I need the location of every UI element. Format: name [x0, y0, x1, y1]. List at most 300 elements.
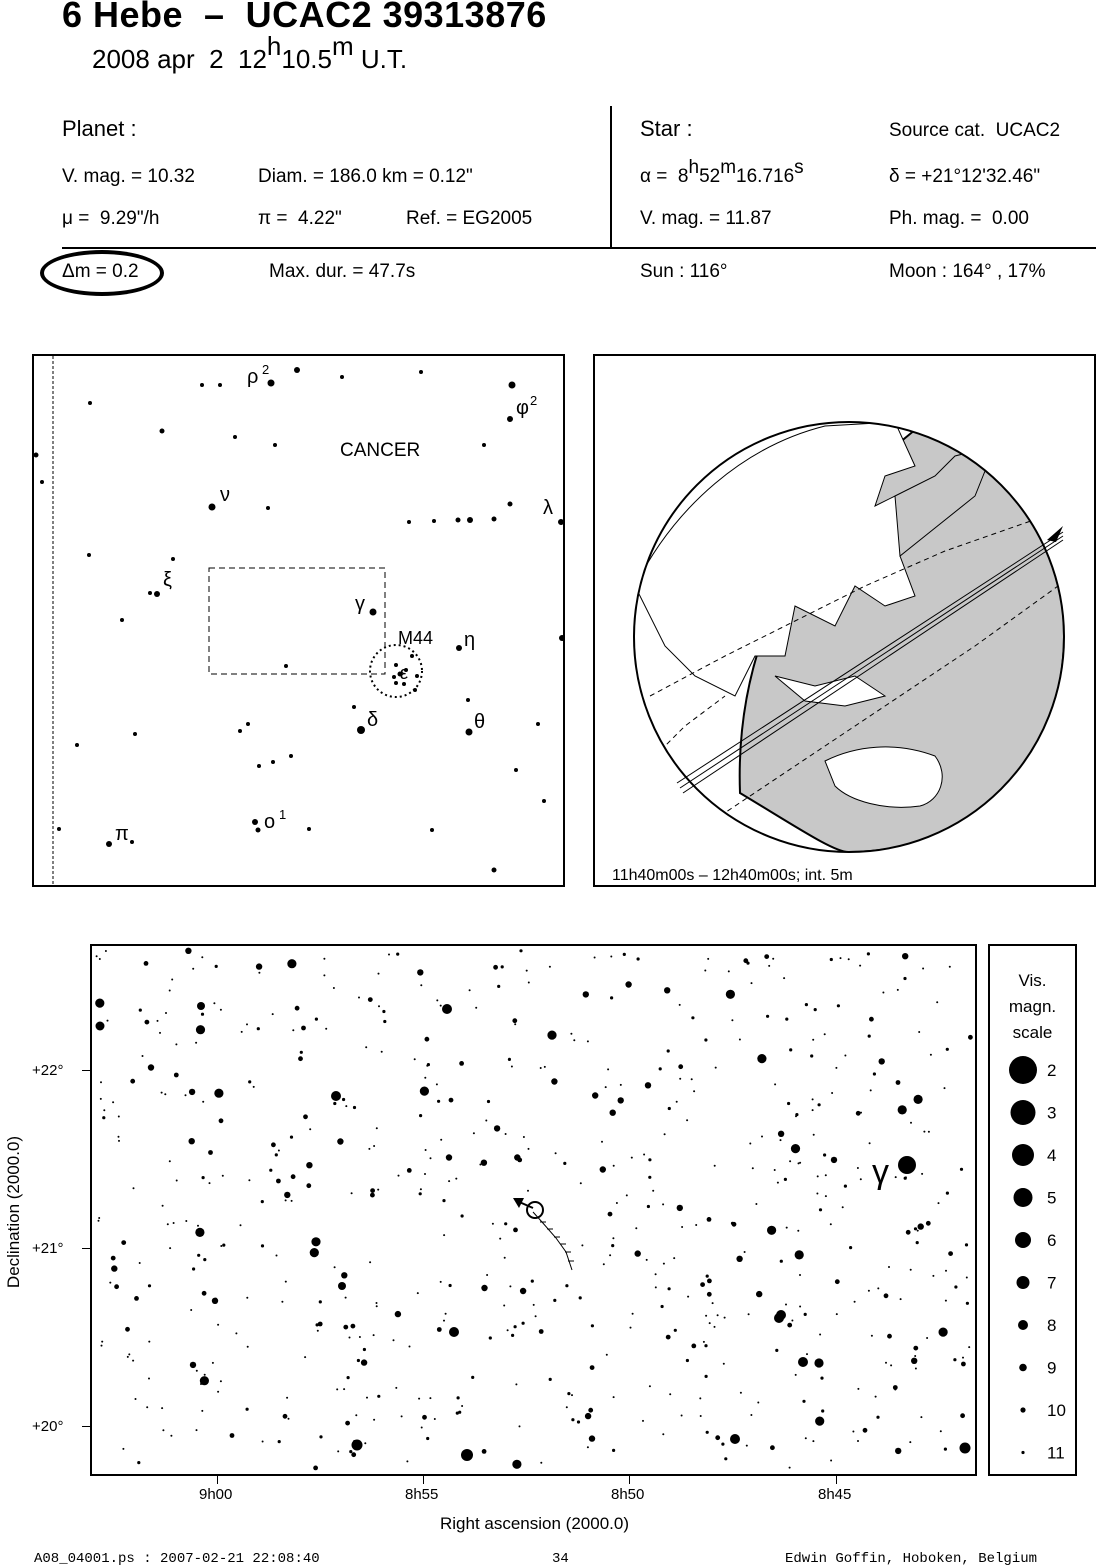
detail-star	[712, 1302, 714, 1304]
detail-star	[98, 1220, 100, 1222]
detail-star	[122, 1448, 124, 1450]
star-ra: α = 8$^h$52$^m$16.716$^s$	[640, 157, 804, 187]
detail-star	[648, 1158, 651, 1161]
detail-star	[370, 1188, 375, 1193]
detail-star	[764, 954, 769, 959]
detail-star	[409, 1346, 411, 1348]
detail-star	[114, 1284, 119, 1289]
detail-bright-star	[96, 1022, 105, 1031]
detail-star	[253, 1086, 255, 1088]
detail-star	[436, 1083, 438, 1085]
detail-star	[932, 1275, 934, 1277]
legend-symbols	[990, 946, 1075, 1474]
detail-star	[819, 1208, 822, 1211]
detail-star	[192, 968, 194, 970]
detail-star	[373, 1145, 375, 1147]
finder-star	[357, 726, 365, 734]
finder-star	[507, 416, 513, 422]
finder-star	[246, 722, 250, 726]
detail-star	[171, 979, 173, 981]
detail-star	[835, 1279, 840, 1284]
detail-star	[217, 1391, 219, 1393]
detail-star	[723, 1363, 725, 1365]
detail-star	[823, 1153, 826, 1156]
finder-stars	[34, 367, 563, 873]
detail-star	[499, 1238, 501, 1240]
detail-star	[174, 1073, 179, 1078]
detail-star	[707, 1217, 712, 1222]
star-label-eta: η	[464, 629, 476, 651]
planet-heading: Planet :	[62, 116, 137, 141]
detail-star	[894, 1389, 896, 1391]
finder-star	[352, 705, 356, 709]
detail-star	[920, 1416, 922, 1418]
detail-star	[966, 1302, 969, 1305]
finder-star	[154, 591, 160, 597]
detail-star	[704, 1344, 707, 1347]
detail-star	[366, 1397, 368, 1399]
detail-star	[565, 1284, 568, 1287]
finder-star	[559, 635, 563, 641]
detail-star	[799, 1274, 801, 1276]
finder-star	[34, 453, 39, 458]
detail-star	[101, 1345, 103, 1347]
detail-star	[475, 1007, 477, 1009]
detail-star	[588, 1408, 593, 1413]
detail-star	[159, 1032, 161, 1034]
finder-star	[75, 743, 79, 747]
y-tick-mark-22	[82, 1070, 90, 1071]
finder-star	[558, 519, 563, 525]
detail-star	[347, 1376, 350, 1379]
finder-star	[160, 429, 165, 434]
x-axis-label: Right ascension (2000.0)	[439, 1514, 629, 1533]
detail-star	[802, 1400, 805, 1403]
detail-star	[175, 1043, 177, 1045]
detail-star	[118, 1116, 120, 1118]
detail-star	[222, 1175, 224, 1177]
detail-star	[646, 1259, 648, 1261]
detail-star	[406, 1460, 408, 1462]
detail-star	[517, 1463, 519, 1465]
detail-star	[345, 1421, 350, 1426]
detail-star	[686, 1119, 688, 1121]
detail-star	[103, 1109, 105, 1111]
detail-star	[945, 1270, 947, 1272]
legend-title-line-3: scale	[1012, 1023, 1053, 1042]
detail-bright-star	[960, 1443, 971, 1454]
detail-star	[676, 1101, 678, 1103]
detail-star	[185, 948, 191, 954]
detail-star	[189, 1138, 195, 1144]
detail-star	[220, 1009, 222, 1011]
detail-star	[814, 1358, 823, 1367]
asteroid-track	[533, 1212, 572, 1270]
detail-star	[515, 1383, 517, 1385]
y-axis-label: Declination (2000.0)	[4, 1135, 23, 1289]
detail-star	[310, 1248, 319, 1257]
detail-star	[869, 1142, 871, 1144]
detail-star	[859, 965, 861, 967]
legend-dot-mag-9	[1019, 1364, 1027, 1372]
detail-star	[913, 1346, 918, 1351]
detail-star	[669, 1393, 671, 1395]
detail-star	[440, 1139, 442, 1141]
detail-star	[944, 1448, 947, 1451]
finder-star	[508, 502, 513, 507]
detail-star	[355, 1414, 357, 1416]
planet-parallax: π = 4.22"	[258, 208, 342, 229]
detail-star	[443, 1320, 445, 1322]
detail-star	[778, 1131, 784, 1137]
detail-star	[724, 1317, 726, 1319]
detail-star	[844, 1055, 846, 1057]
detail-star	[148, 1284, 151, 1287]
detail-star	[825, 1174, 827, 1176]
detail-star	[573, 1039, 575, 1041]
globe-panel	[593, 354, 1096, 887]
detail-bright-star	[331, 1091, 341, 1101]
detail-star	[726, 990, 735, 999]
detail-star	[857, 1388, 859, 1390]
detail-star	[139, 1262, 141, 1264]
detail-star	[715, 1067, 717, 1069]
detail-star	[145, 1020, 150, 1025]
detail-star	[566, 1406, 568, 1408]
detail-star	[197, 1225, 199, 1227]
detail-star	[118, 1136, 120, 1138]
detail-star	[592, 1092, 598, 1098]
detail-star	[512, 1460, 521, 1469]
detail-star	[965, 1243, 968, 1246]
detail-star	[434, 1418, 436, 1420]
detail-star	[473, 1132, 475, 1134]
star-label-phi2: φ	[516, 397, 529, 419]
detail-star	[774, 1169, 776, 1171]
detail-bright-star	[898, 1156, 916, 1174]
planet-vmag: V. mag. = 10.32	[62, 166, 195, 187]
detail-star	[860, 1112, 862, 1114]
detail-star	[791, 1144, 800, 1153]
legend-dot-mag-7	[1017, 1276, 1030, 1289]
detail-star	[303, 1114, 308, 1119]
detail-star	[905, 1176, 907, 1178]
detail-star	[425, 1149, 427, 1151]
detail-star	[317, 1330, 319, 1332]
detail-star	[148, 1378, 150, 1380]
detail-star	[940, 1430, 942, 1432]
detail-star	[165, 1012, 167, 1014]
detail-star	[707, 1279, 712, 1284]
detail-star	[378, 973, 380, 975]
detail-star	[743, 958, 748, 963]
detail-star	[148, 1064, 154, 1070]
detail-star	[649, 1385, 651, 1387]
detail-star	[840, 957, 842, 959]
detail-star	[489, 1336, 492, 1339]
detail-star	[146, 1406, 148, 1408]
detail-star	[772, 958, 774, 960]
detail-star	[99, 958, 101, 960]
finder-star	[407, 520, 411, 524]
detail-star	[533, 1304, 535, 1306]
legend-label-mag-7: 7	[1047, 1273, 1057, 1293]
target-star-circle	[527, 1202, 543, 1218]
detail-star	[831, 1092, 833, 1094]
finder-star	[284, 664, 288, 668]
cluster-label: M44	[398, 628, 434, 648]
detail-star	[587, 1446, 589, 1448]
detail-star	[876, 1416, 879, 1419]
legend-label-mag-5: 5	[1047, 1188, 1057, 1208]
finder-star	[171, 557, 175, 561]
detail-star	[507, 1329, 509, 1331]
star-label-delta: δ	[367, 709, 379, 731]
detail-star	[906, 1230, 911, 1235]
detail-star	[877, 1287, 879, 1289]
detail-star	[868, 1290, 870, 1292]
detail-star	[645, 1082, 651, 1088]
legend-label-mag-4: 4	[1047, 1146, 1057, 1165]
finder-chart-panel	[32, 354, 565, 887]
detail-star	[456, 1412, 459, 1415]
detail-star	[857, 1167, 859, 1169]
detail-star	[860, 1178, 862, 1180]
star-dec: δ = +21°12'32.46"	[889, 166, 1041, 187]
info-separator	[62, 247, 1096, 249]
detail-star	[774, 1083, 776, 1085]
detail-star	[757, 1054, 766, 1063]
detail-star	[493, 965, 498, 970]
detail-star	[879, 1058, 885, 1064]
detail-star	[98, 1217, 100, 1219]
detail-star	[318, 1322, 323, 1327]
detail-star	[869, 1017, 874, 1022]
detail-star	[968, 1035, 973, 1040]
detail-star	[910, 1122, 912, 1124]
star-label-gamma: γ	[355, 593, 365, 615]
detail-star	[854, 1301, 856, 1303]
detail-star	[440, 1005, 442, 1007]
detail-star	[902, 953, 908, 959]
finder-star	[200, 383, 204, 387]
detail-star	[812, 1098, 814, 1100]
detail-star	[349, 1337, 351, 1339]
detail-star	[341, 1272, 347, 1278]
detail-star	[605, 1086, 607, 1088]
detail-star	[425, 1037, 430, 1042]
detail-star	[383, 1020, 386, 1023]
detail-star	[623, 953, 626, 956]
detail-star	[351, 1452, 356, 1457]
detail-star	[750, 1414, 752, 1416]
detail-star	[505, 1133, 507, 1135]
finder-star	[294, 367, 300, 373]
detail-star	[887, 1334, 892, 1339]
detail-star	[784, 1178, 787, 1181]
detail-star	[170, 1435, 172, 1437]
finder-star	[394, 663, 398, 667]
detail-star	[298, 1056, 303, 1061]
detail-star	[611, 1244, 614, 1247]
detail-star	[630, 1327, 632, 1329]
detail-star	[897, 989, 899, 991]
detail-star	[938, 1202, 940, 1204]
detail-star	[667, 1049, 670, 1052]
detail-star	[445, 1313, 447, 1315]
detail-star	[647, 1205, 650, 1208]
detail-star	[401, 1415, 403, 1417]
detail-star	[519, 1425, 521, 1427]
detail-star	[278, 1150, 280, 1152]
detail-star	[848, 958, 850, 960]
detail-star	[420, 1087, 429, 1096]
detail-star	[553, 1299, 556, 1302]
detail-star	[549, 1378, 552, 1381]
detail-star	[100, 1081, 102, 1083]
detail-star	[349, 1450, 352, 1453]
detail-star	[214, 1089, 223, 1098]
detail-star	[789, 1467, 791, 1469]
detail-star	[202, 1101, 204, 1103]
detail-star	[261, 1200, 264, 1203]
detail-bright-star	[798, 1357, 808, 1367]
detail-star	[547, 1031, 556, 1040]
detail-star	[607, 1068, 609, 1070]
detail-bright-star	[774, 1313, 784, 1323]
detail-star	[668, 1287, 671, 1290]
detail-star	[291, 1174, 296, 1179]
finder-star	[413, 688, 417, 692]
finder-star	[410, 654, 414, 658]
detail-star	[910, 1269, 912, 1271]
detail-star	[882, 992, 884, 994]
detail-star	[494, 1125, 500, 1131]
detail-star	[520, 1288, 526, 1294]
chart-area-outline	[209, 568, 385, 674]
detail-star	[926, 1337, 928, 1339]
detail-star	[610, 996, 613, 999]
detail-star	[868, 1035, 871, 1038]
detail-star	[736, 1256, 742, 1262]
detail-star	[677, 1205, 683, 1211]
detail-star	[424, 1077, 426, 1079]
detail-star	[281, 1301, 283, 1303]
detail-star	[949, 966, 951, 968]
detail-star	[96, 955, 98, 957]
finder-star	[392, 675, 396, 679]
detail-star	[700, 1415, 702, 1417]
detail-star	[121, 1240, 126, 1245]
y-tick-21: +21°	[32, 1240, 64, 1257]
detail-star	[315, 1018, 318, 1021]
legend-title-line-2: magn.	[1008, 997, 1057, 1016]
detail-star	[527, 1190, 529, 1192]
detail-star	[381, 1051, 383, 1053]
detail-star	[844, 1185, 847, 1188]
detail-star	[276, 1255, 278, 1257]
detail-stars	[95, 948, 973, 1471]
detail-star	[757, 1402, 759, 1404]
detail-star	[258, 972, 260, 974]
detail-star	[962, 1357, 964, 1359]
detail-star	[511, 1334, 514, 1337]
detail-star	[583, 991, 589, 997]
detail-star	[469, 989, 471, 991]
detail-star	[805, 1003, 808, 1006]
detail-star	[581, 1244, 583, 1246]
detail-star	[922, 968, 924, 970]
detail-star	[652, 1190, 654, 1192]
star-label-omicron1: o	[264, 811, 276, 833]
detail-star	[241, 1031, 243, 1033]
detail-star	[481, 1285, 487, 1291]
detail-star	[687, 1296, 689, 1298]
detail-star	[923, 1131, 925, 1133]
detail-star	[105, 950, 107, 952]
detail-star	[960, 1413, 965, 1418]
detail-star	[612, 1449, 615, 1452]
detail-star	[856, 1111, 861, 1116]
detail-star	[732, 1222, 737, 1227]
detail-star	[691, 1344, 696, 1349]
detail-star	[618, 1097, 624, 1103]
detail-star	[766, 1015, 769, 1018]
detail-star	[674, 1329, 677, 1332]
detail-star	[785, 1018, 788, 1021]
detail-star	[707, 958, 709, 960]
detail-star	[571, 1418, 574, 1421]
detail-star	[666, 1335, 671, 1340]
detail-star	[731, 1019, 733, 1021]
finder-star	[88, 401, 92, 405]
magnitude-legend	[988, 944, 1077, 1476]
detail-star	[703, 1341, 705, 1343]
detail-star	[686, 1359, 689, 1362]
detail-star	[512, 1018, 517, 1023]
detail-star	[830, 958, 833, 961]
detail-star	[396, 953, 399, 956]
detail-star	[785, 1304, 787, 1306]
detail-star	[222, 1244, 225, 1247]
detail-star	[422, 1415, 427, 1420]
detail-star	[836, 1313, 838, 1315]
detail-star	[728, 970, 730, 972]
detail-star	[706, 1275, 709, 1278]
detail-star	[704, 1038, 707, 1041]
detail-star	[101, 1341, 103, 1343]
detail-star	[805, 1437, 807, 1439]
detail-star	[139, 1009, 142, 1012]
detail-star	[705, 1315, 707, 1317]
detail-star	[487, 1100, 490, 1103]
legend-label-mag-9: 9	[1047, 1358, 1057, 1378]
detail-star	[503, 1305, 505, 1307]
detail-star	[968, 1346, 970, 1348]
detail-star	[818, 1103, 821, 1106]
detail-star	[609, 1254, 611, 1256]
detail-star	[283, 1414, 288, 1419]
detail-bright-star	[197, 1002, 205, 1010]
detail-star	[531, 1280, 534, 1283]
detail-star	[256, 963, 262, 969]
detail-star	[699, 1397, 701, 1399]
detail-star	[203, 1258, 206, 1261]
y-tick-mark-20	[82, 1426, 90, 1427]
detail-star	[382, 1010, 385, 1013]
moon-elongation: Moon : 164° , 17%	[889, 261, 1046, 282]
detail-star	[162, 1205, 164, 1207]
